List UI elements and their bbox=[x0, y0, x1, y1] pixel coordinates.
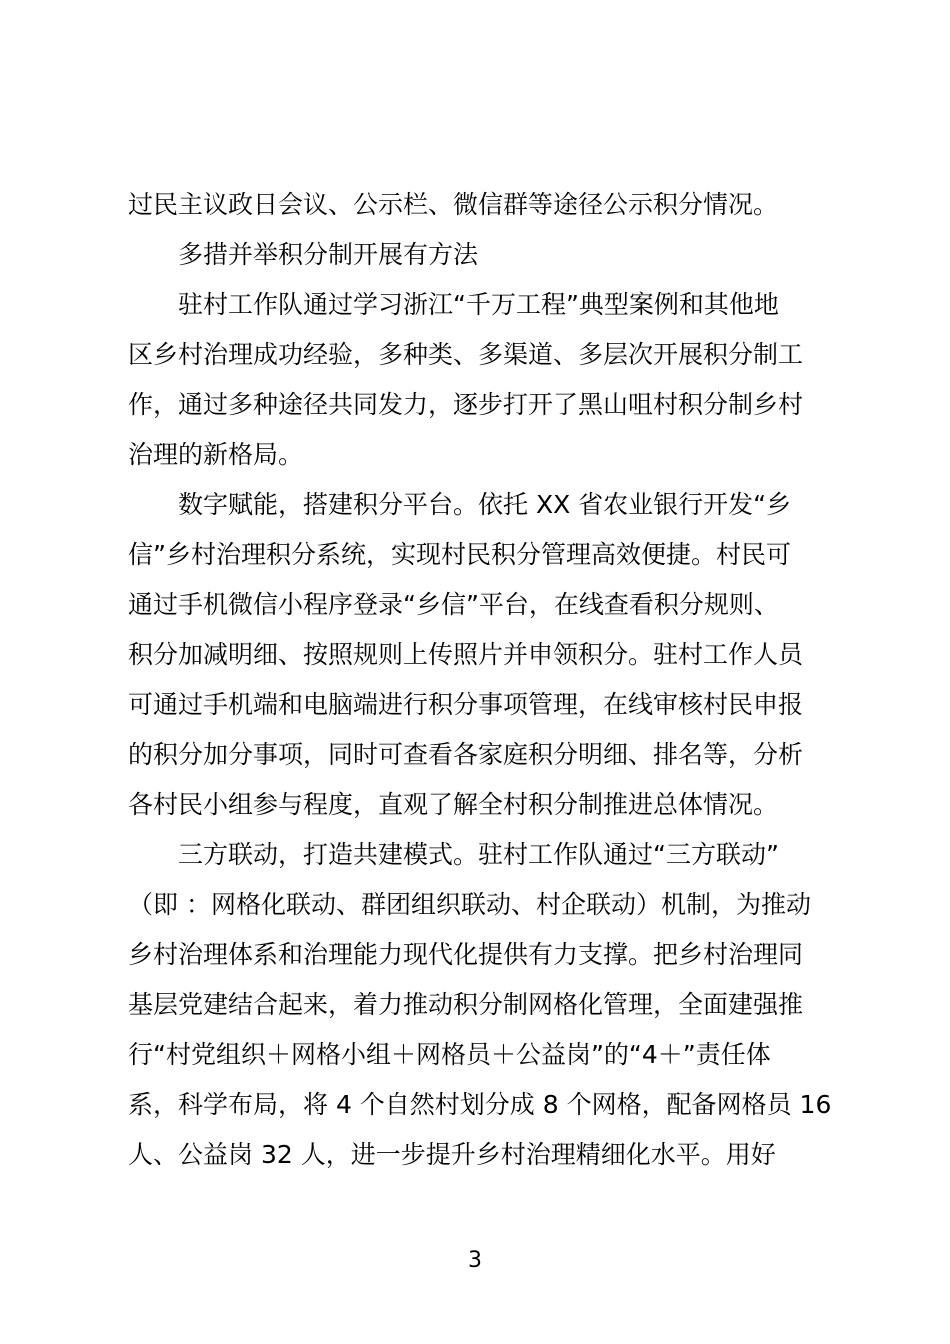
document-page: 过民主议政日会议、公示栏、微信群等途径公示积分情况。 多措并举积分制开展有方法 驻村工作队通过学习浙江“千万工程”典型案例和其他地 区乡村治理成功经验，多种类、多渠道、多层次开展积分制工 作，通过多种途径共同发力，逐步打开了黑山咀村积分制乡村 治理的新格局。 数字赋能，搭建积分平台。依托 XX 省农业银行开发“乡 信”乡村治理积分系统，实现村民积分管理高效便捷。村民可 通过手机微信小程序登录“乡信”平台，在线查看积分规则、 积分加减明细、按照规则上传照片并申领积分。驻村工作人员 可通过手机端和电脑端进行积分事项管理，在线审核村民申报 的积分加分事项，同时可查看各家庭积分明细、排名等，分析 各村民小组参与程度，直观了解全村积分制推进总体情况。 三方联动，打造共建模式。驻村工作队通过“三方联动” （即 ：网格化联动、群团组织联动、村企联动）机制，为推动 乡村治理体系和治理能力现代化提供有力支撑。把乡村治理同 基层党建结合起来，着力推动积分制网格化管理，全面建强推 行“村党组织＋网格小组＋网格员＋公益岗”的“4＋”责任体 系，科学布局，将 4 个自然村划分成 8 个网格，配备网格员 16 人、公益岗 32 人，进一步提升乡村治理精细化水平。用好 3 bbox=[0, 0, 950, 1344]
page-number: 3 bbox=[468, 1248, 482, 1273]
